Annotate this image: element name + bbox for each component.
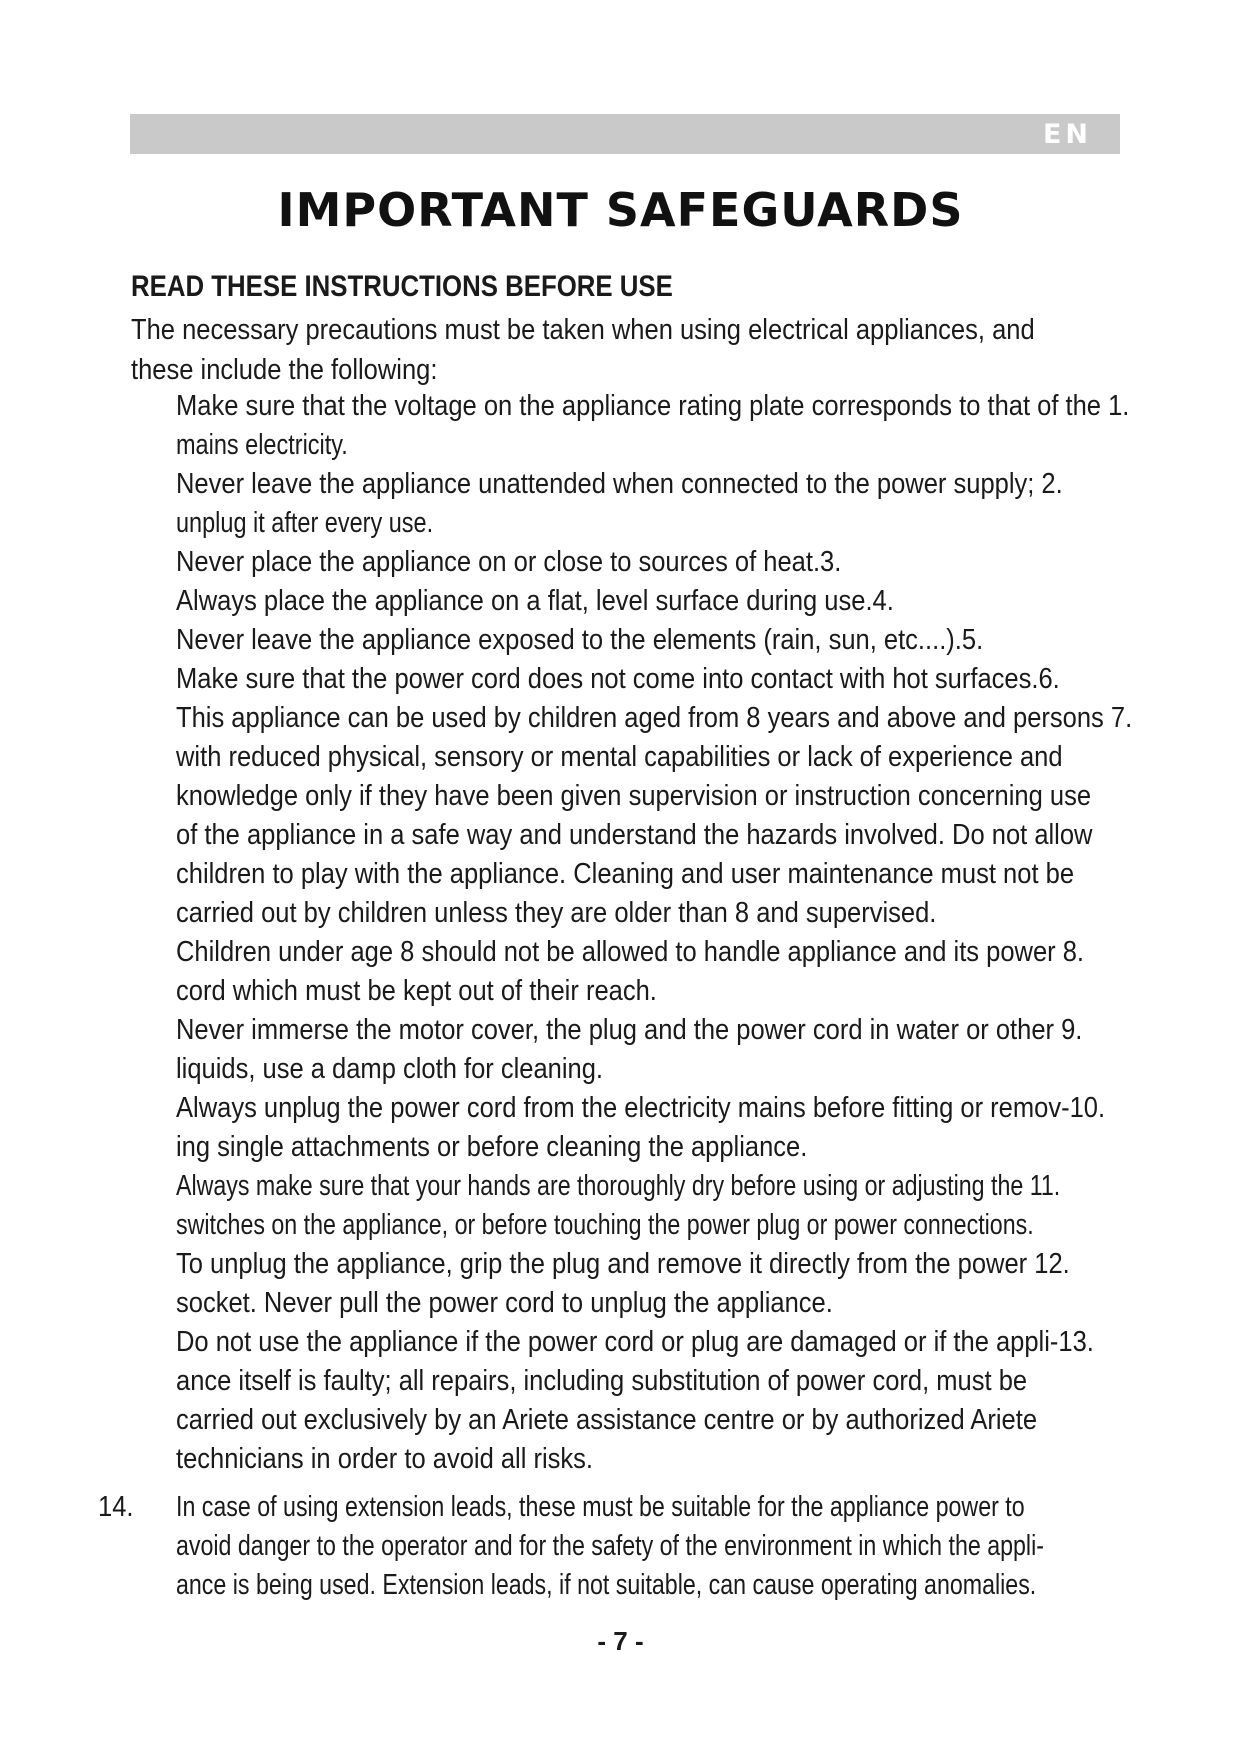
intro-line: these include the following: bbox=[131, 354, 438, 386]
item-line: knowledge only if they have been given supervision or instruction concerning use bbox=[176, 780, 1092, 812]
language-bar bbox=[130, 114, 1120, 154]
item-line: This appliance can be used by children aged from 8 years and above and persons 7. bbox=[176, 702, 1133, 734]
list-item bbox=[176, 465, 1063, 543]
page-title: IMPORTANT SAFEGUARDS bbox=[277, 183, 964, 237]
item-line: Always place the appliance on a flat, level surface during use.4. bbox=[176, 585, 894, 617]
item-line: carried out exclusively by an Ariete assistance centre or by authorized Ariete bbox=[176, 1404, 1038, 1436]
item-line: ing single attachments or before cleaning the appliance. bbox=[176, 1131, 808, 1163]
list-item bbox=[176, 1011, 1083, 1089]
item-line: ance is being used. Extension leads, if not suitable, can cause operating anomalies. bbox=[176, 1569, 1037, 1601]
safeguards-list bbox=[176, 387, 1176, 1479]
list-item bbox=[176, 1167, 1061, 1245]
item-line: avoid danger to the operator and for the safety of the environment in which the appli- bbox=[176, 1530, 1044, 1562]
item-line: Never immerse the motor cover, the plug and the power cord in water or other 9. bbox=[176, 1014, 1083, 1046]
item-line: Make sure that the voltage on the appliance rating plate corresponds to that of the 1. bbox=[176, 390, 1130, 422]
item-line: switches on the appliance, or before touching the power plug or power connections. bbox=[176, 1209, 1034, 1241]
list-item bbox=[176, 1323, 1094, 1479]
list-item bbox=[176, 621, 1056, 660]
intro-paragraph bbox=[131, 310, 1035, 390]
list-item bbox=[176, 660, 1060, 699]
item-line: technicians in order to avoid all risks. bbox=[176, 1443, 594, 1475]
item-line: mains electricity. bbox=[176, 429, 348, 461]
item-line: children to play with the appliance. Cleaning and user maintenance must not be bbox=[176, 858, 1075, 890]
item-line: Children under age 8 should not be allowed to handle appliance and its power 8. bbox=[176, 936, 1085, 968]
item-line: Make sure that the power cord does not come into contact with hot surfaces.6. bbox=[176, 663, 1060, 695]
item-line: Always unplug the power cord from the electricity mains before fitting or remov-10. bbox=[176, 1092, 1106, 1124]
subtitle: READ THESE INSTRUCTIONS BEFORE USE bbox=[131, 270, 673, 303]
list-item bbox=[176, 1245, 1070, 1323]
item-line: Never leave the appliance unattended when connected to the power supply; 2. bbox=[176, 468, 1063, 500]
item-line: liquids, use a damp cloth for cleaning. bbox=[176, 1053, 604, 1085]
item-number: 14. bbox=[98, 1491, 134, 1523]
language-code: EN bbox=[1042, 119, 1092, 150]
item-line: socket. Never pull the power cord to unplug the appliance. bbox=[176, 1287, 833, 1319]
item-body bbox=[176, 1488, 1044, 1605]
item-line: carried out by children unless they are older than 8 and supervised. bbox=[176, 897, 937, 929]
list-item bbox=[176, 582, 1056, 621]
item-line: of the appliance in a safe way and understand the hazards involved. Do not allow bbox=[176, 819, 1093, 851]
item-line: Never leave the appliance exposed to the elements (rain, sun, etc....).5. bbox=[176, 624, 984, 656]
page-number: - 7 - bbox=[597, 1626, 644, 1656]
list-item bbox=[176, 933, 1085, 1011]
item-line: Do not use the appliance if the power cord or plug are damaged or if the appli-13. bbox=[176, 1326, 1094, 1358]
item-line: In case of using extension leads, these must be suitable for the appliance power to bbox=[176, 1491, 1025, 1523]
list-item bbox=[176, 387, 1130, 465]
item-line: with reduced physical, sensory or mental capabilities or lack of experience and bbox=[176, 741, 1063, 773]
item-line: unplug it after every use. bbox=[176, 507, 434, 539]
intro-line: The necessary precautions must be taken when using electrical appliances, and bbox=[131, 314, 1035, 346]
list-item bbox=[176, 699, 1133, 933]
item-line: cord which must be kept out of their reach. bbox=[176, 975, 657, 1007]
item-line: Never place the appliance on or close to sources of heat.3. bbox=[176, 546, 842, 578]
list-item bbox=[176, 543, 1056, 582]
list-item bbox=[176, 1089, 1106, 1167]
item-line: To unplug the appliance, grip the plug and remove it directly from the power 12. bbox=[176, 1248, 1070, 1280]
item-line: Always make sure that your hands are thoroughly dry before using or adjusting the 11. bbox=[176, 1170, 1061, 1202]
item-line: ance itself is faulty; all repairs, including substitution of power cord, must be bbox=[176, 1365, 1028, 1397]
